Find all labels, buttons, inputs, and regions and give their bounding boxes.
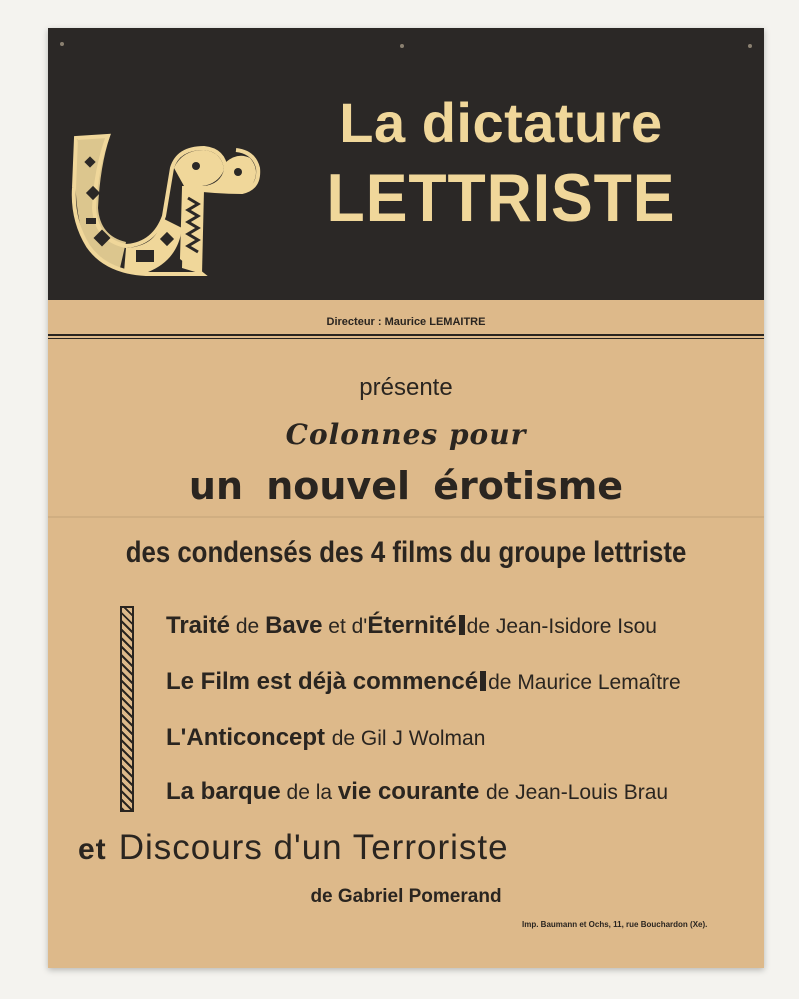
film-title-part: Éternité	[367, 612, 457, 639]
film-title: La barque	[166, 778, 281, 805]
film-title-part: vie courante	[337, 778, 480, 805]
subtitle-line-2: un nouvel érotisme	[188, 464, 624, 508]
ur-logo-icon	[66, 128, 266, 280]
film-author: de Maurice Lemaître	[488, 671, 681, 694]
subtitle-line-1: Colonnes pour	[285, 418, 527, 451]
poster-header	[48, 28, 764, 300]
poster	[48, 28, 764, 968]
film-title-part: Bave	[265, 612, 323, 639]
pin-hole	[60, 42, 64, 46]
film-author: de Jean-Louis Brau	[485, 781, 669, 804]
film-title-part: de	[230, 615, 266, 638]
pin-hole	[400, 44, 404, 48]
film-title: L'Anticoncept	[166, 724, 326, 751]
film-author: de Gil J Wolman	[331, 727, 486, 750]
film-title-part: de la	[280, 781, 338, 804]
film-title-part: et d'	[322, 615, 368, 638]
divider	[48, 338, 764, 339]
title-line-2: LETTRISTE	[326, 160, 676, 236]
condenses-text: des condensés des 4 films du groupe lettriste	[125, 536, 687, 569]
decorative-bar	[120, 606, 134, 812]
divider	[48, 334, 764, 336]
presente-text: présente	[359, 374, 453, 401]
imprint-text: Imp. Baumann et Ochs, 11, rue Bouchardon (Xe).	[522, 920, 708, 929]
film-line-3	[166, 724, 746, 752]
pomerand-line: de Gabriel Pomerand	[310, 886, 502, 907]
film-title: Le Film est déjà commencé	[166, 668, 479, 695]
separator-mark	[459, 615, 465, 635]
film-title: Traité	[166, 612, 231, 639]
directeur-line: Directeur : Maurice LEMAITRE	[326, 316, 486, 328]
film-author: de Jean-Isidore Isou	[466, 615, 657, 638]
discours-title: Discours d'un Terroriste	[118, 828, 509, 867]
film-line-1	[166, 612, 746, 640]
discours-line	[78, 828, 758, 868]
separator-mark	[480, 671, 486, 691]
film-line-4	[166, 778, 746, 806]
discours-et: et	[78, 833, 107, 866]
pin-hole	[748, 44, 752, 48]
title-line-1: La dictature	[339, 91, 663, 154]
film-line-2	[166, 668, 746, 696]
